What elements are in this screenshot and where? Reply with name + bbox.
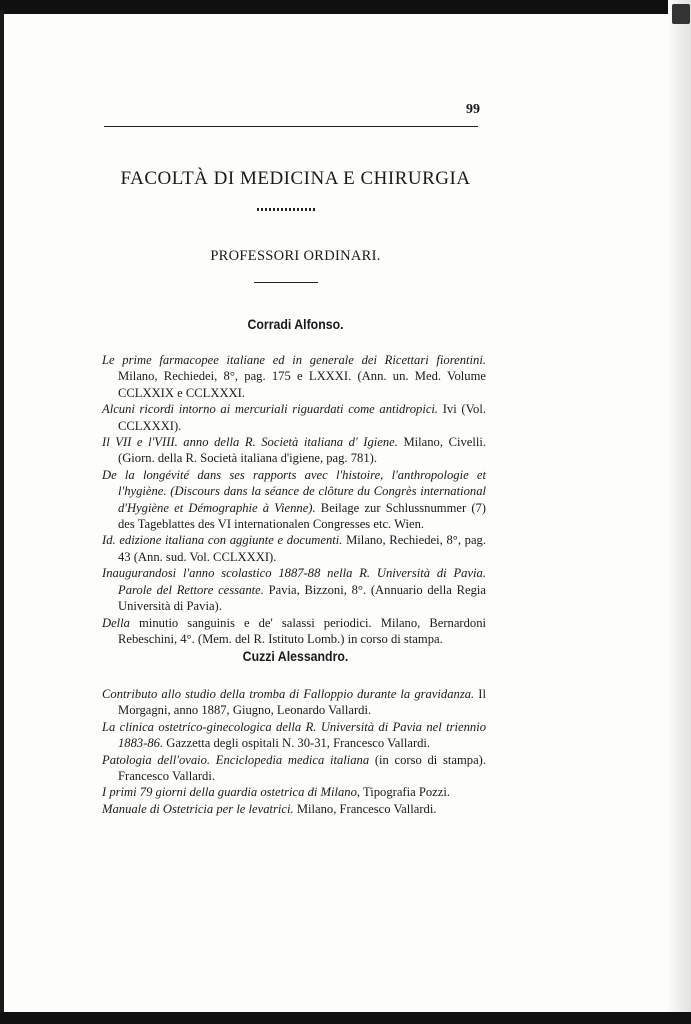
work-details: Beilage zur Schlussnummer (7) des Tageblattes des VI internationalen Congresses etc. Wien. xyxy=(118,500,486,532)
work-title: Patologia dell'ovaio. Enciclopedia medica italiana xyxy=(102,752,370,767)
professor-name: Corradi Alfonso. xyxy=(247,316,344,332)
work-details: Milano, Francesco Vallardi. xyxy=(293,801,437,816)
work-title: Manuale di Ostetricia per le levatrici. xyxy=(102,801,294,816)
bibliography-entry xyxy=(102,352,486,401)
scan-edge-mark xyxy=(672,4,690,24)
work-details: Milano, Civelli. (Giorn. della R. Società italiana d'igiene, pag. 781). xyxy=(118,435,486,466)
work-details: minutio sanguinis e de' salassi periodici. Milano, Bernardoni Rebeschini, 4°. (Mem. del R. Istituto Lomb.) in corso di stampa. xyxy=(118,615,486,646)
professor-name: Cuzzi Alessandro. xyxy=(242,648,349,664)
bibliography-entry xyxy=(102,434,486,467)
scan-border-bottom xyxy=(0,1012,691,1024)
work-title: Alcuni ricordi intorno ai mercuriali riguardati come antidropici. xyxy=(102,402,439,417)
page-number: 99 xyxy=(466,102,480,117)
faculty-title: FACOLTÀ DI MEDICINA E CHIRURGIA xyxy=(120,168,471,189)
work-details: Ivi (Vol. CCLXXXI). xyxy=(118,402,486,433)
work-title: Il VII e l'VIII. anno della R. Società italiana d' Igiene. xyxy=(102,435,398,450)
work-details: Tipografia Pozzi. xyxy=(360,785,450,800)
bibliography-entry xyxy=(102,719,486,752)
bibliography-entry xyxy=(102,686,486,719)
work-title: Id. edizione italiana con aggiunte e documenti. xyxy=(102,533,343,548)
bibliography-entry xyxy=(102,784,486,800)
work-details: (in corso di stampa). Francesco Vallardi. xyxy=(118,752,487,784)
work-details: Milano, Rechiedei, 8°, pag. 175 e LXXXI. (Ann. un. Med. Volume CCLXXIX e CCLXXXI. xyxy=(118,369,486,400)
bibliography-entry xyxy=(102,401,486,434)
work-details: Milano, Rechiedei, 8°, pag. 43 (Ann. sud. Vol. CCLXXXI). xyxy=(118,533,486,564)
work-title: Della xyxy=(102,615,130,630)
work-title: I primi 79 giorni della guardia ostetrica di Milano, xyxy=(102,785,361,800)
bibliography-entry xyxy=(102,565,486,614)
bibliography-entry xyxy=(102,615,486,648)
section-rule xyxy=(254,282,318,283)
work-details: Pavia, Bizzoni, 8°. (Annuario della Regia Università di Pavia). xyxy=(118,582,486,614)
section-title: PROFESSORI ORDINARI. xyxy=(210,248,381,264)
header-rule xyxy=(104,126,478,127)
bibliography-entry xyxy=(102,752,486,785)
decorative-rule xyxy=(257,208,315,211)
bibliography-entry xyxy=(102,467,486,533)
work-title: La clinica ostetrico-ginecologica della R. Università di Pavia nel triennio 1883-86. xyxy=(102,719,486,751)
bibliography-entry xyxy=(102,801,486,817)
scan-border-right xyxy=(668,0,691,1024)
bibliography-list xyxy=(102,686,486,817)
bibliography-entry xyxy=(102,532,486,565)
work-title: Le prime farmacopee italiane ed in generale dei Ricettari fiorentini. xyxy=(102,353,486,367)
bibliography-list xyxy=(102,352,486,647)
scan-border-top xyxy=(0,0,691,14)
work-title: De la longévité dans ses rapports avec l'histoire, l'anthropologie et l'hygiène. (Discours dans la séance de clôture du Congrès international d'Hygiène et Démographie à Vienne). xyxy=(102,467,486,515)
work-details: Gazzetta degli ospitali N. 30-31, Francesco Vallardi. xyxy=(163,736,431,751)
work-title: Contributo allo studio della tromba di Falloppio durante la gravidanza. xyxy=(102,687,475,701)
scan-border-left xyxy=(0,10,4,1024)
work-title: Inaugurandosi l'anno scolastico 1887-88 nella R. Università di Pavia. Parole del Rettore cessante. xyxy=(102,566,486,597)
work-details: Il Morgagni, anno 1887, Giugno, Leonardo Vallardi. xyxy=(118,687,486,718)
